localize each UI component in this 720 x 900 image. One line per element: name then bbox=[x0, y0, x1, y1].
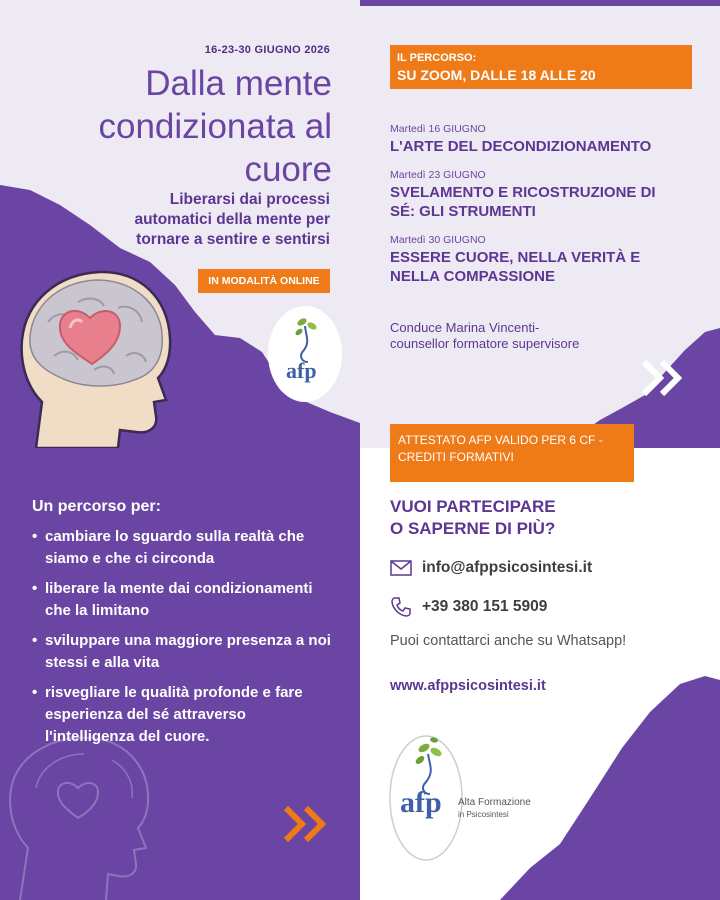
goals-panel bbox=[0, 448, 360, 900]
list-item: • sviluppare una maggiore presenza a noi stessi e alla vita bbox=[32, 630, 337, 674]
list-item: • cambiare lo sguardo sulla realtà che siamo e che ci circonda bbox=[32, 526, 337, 570]
session-date: Martedì 23 GIUGNO bbox=[390, 169, 486, 181]
route-label: IL PERCORSO: bbox=[397, 52, 477, 64]
website-link[interactable]: www.afppsicosintesi.it bbox=[390, 678, 546, 694]
phone-contact[interactable] bbox=[390, 595, 547, 619]
program-panel bbox=[360, 0, 720, 448]
goals-intro: Un percorso per: bbox=[32, 498, 161, 515]
head-heart-illustration bbox=[8, 252, 178, 448]
subtitle bbox=[70, 190, 330, 250]
logo-text: afp bbox=[400, 786, 442, 819]
page-title bbox=[2, 62, 332, 191]
certificate-badge: ATTESTATO AFP VALIDO PER 6 CF - CREDITI FORMATIVI bbox=[390, 424, 634, 482]
title-line: cuore bbox=[244, 150, 332, 189]
double-chevron-right-icon[interactable] bbox=[280, 804, 332, 844]
goals-list bbox=[32, 526, 337, 756]
email-link[interactable]: info@afppsicosintesi.it bbox=[422, 559, 593, 576]
intro-panel bbox=[0, 0, 360, 448]
cta-line: VUOI PARTECIPARE bbox=[390, 497, 556, 516]
subtitle-line: Liberarsi dai processi bbox=[169, 191, 330, 208]
online-badge: IN MODALITÀ ONLINE bbox=[198, 269, 330, 293]
session-item bbox=[390, 234, 690, 286]
cta-line: O SAPERNE DI PIÙ? bbox=[390, 519, 556, 538]
event-dates: 16-23-30 GIUGNO 2026 bbox=[204, 44, 330, 56]
logo-text: afp bbox=[286, 358, 317, 383]
session-date: Martedì 16 GIUGNO bbox=[390, 123, 486, 135]
cta-heading bbox=[390, 496, 690, 540]
route-box bbox=[390, 45, 692, 89]
route-value: SU ZOOM, DALLE 18 ALLE 20 bbox=[397, 67, 596, 83]
double-chevron-right-icon[interactable] bbox=[640, 358, 686, 398]
session-title: ESSERE CUORE, NELLA VERITÀ E NELLA COMPASSIONE bbox=[390, 249, 641, 285]
session-title: L'ARTE DEL DECONDIZIONAMENTO bbox=[390, 138, 652, 155]
subtitle-line: tornare a sentire e sentirsi bbox=[136, 231, 330, 248]
session-title: SVELAMENTO E RICOSTRUZIONE DI SÉ: GLI STRUMENTI bbox=[390, 184, 656, 220]
phone-icon bbox=[390, 596, 412, 618]
trainer-line: Conduce Marina Vincenti- bbox=[390, 320, 540, 335]
logo-name: Alta Formazione bbox=[458, 797, 531, 808]
trainer-credit bbox=[390, 320, 579, 352]
mail-icon bbox=[390, 560, 412, 576]
session-item bbox=[390, 169, 690, 221]
subtitle-line: automatici della mente per bbox=[134, 211, 330, 228]
whatsapp-note: Puoi contattarci anche su Whatsapp! bbox=[390, 633, 627, 649]
logo-subtitle: in Psicosintesi bbox=[458, 810, 509, 819]
contact-panel bbox=[360, 433, 720, 900]
email-contact[interactable] bbox=[390, 556, 592, 580]
trainer-line: counsellor formatore supervisore bbox=[390, 336, 580, 351]
session-item bbox=[390, 123, 690, 156]
list-item: • risvegliare le qualità profonde e fare esperienza del sé attraverso l'intelligenza del cuore. bbox=[32, 682, 337, 748]
session-date: Martedì 30 GIUGNO bbox=[390, 234, 486, 246]
afp-logo bbox=[268, 306, 342, 402]
tree-logo-icon bbox=[268, 306, 342, 402]
title-line: Dalla mente bbox=[145, 64, 332, 103]
title-line: condizionata al bbox=[98, 107, 332, 146]
list-item: • liberare la mente dai condizionamenti che la limitano bbox=[32, 578, 337, 622]
phone-number[interactable]: +39 380 151 5909 bbox=[422, 598, 548, 615]
